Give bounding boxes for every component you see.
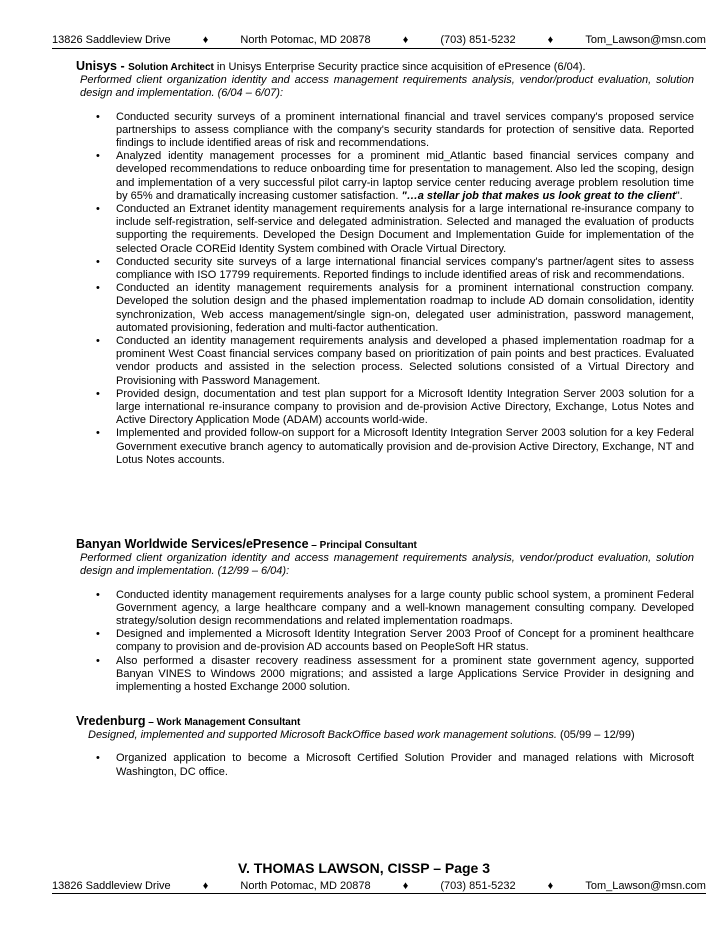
job-role: Solution Architect (128, 62, 214, 73)
address: 13826 Saddleview Drive (52, 34, 171, 46)
list-item: • Conducted an identity management requirements analysis for a prominent international construction company. Developed the solution design and the phased implementation roadmap to include AD domain consolidation, identity synchronization, Web access management/single sign-on, delegated user administration, password management, automated provisioning, federation and multi-factor authentication. (76, 282, 694, 335)
address: 13826 Saddleview Drive (52, 880, 171, 892)
list-item: • Conducted security surveys of a prominent international financial and travel services company's proposed service partnerships to assess compliance with the company's security standards for protection of sensitive data. Reported findings to include identified areas of risk and recommendations. (76, 111, 694, 151)
city-state-zip: North Potomac, MD 20878 (240, 880, 371, 892)
page-title: V. THOMAS LAWSON, CISSP – Page 3 (237, 860, 491, 876)
bullet-list (76, 589, 694, 695)
list-item: • Conducted an identity management requirements analysis and developed a phased implementation roadmap for a prominent West Coast financial services company based on prioritization of pain points and best practices. Evaluated vendor products and assisted in the selection process. Selected solutions consisted of a Virtual Directory and Provisioning with Password Management. (76, 335, 694, 388)
job-heading (76, 60, 694, 74)
list-item: • Conducted identity management requirements analyses for a large county public school system, a prominent Federal Government agency, a large healthcare company and a well-known management consulting company. Developed strategy/solution design recommendations and related implementation roadmaps. (76, 589, 694, 629)
email: Tom_Lawson@msn.com (585, 880, 706, 892)
separator-diamond: ♦ (402, 34, 409, 46)
city-state-zip: North Potomac, MD 20878 (240, 34, 371, 46)
job-role: Principal Consultant (319, 540, 417, 551)
quote-tail: ". (675, 189, 683, 202)
job-role: Work Management Consultant (156, 717, 301, 728)
job-description: Performed client organization identity and access management requirements analysis, vendor/product evaluation, solution design and implementation. (6/04 – 6/07): (80, 74, 694, 100)
list-item: • Conducted an Extranet identity management requirements analysis for a large international re-insurance company to include self-registration, self-service and delegated administration. Selected and managed the evaluation of products supporting the requirements. Developed the Design Document and Implementation Guide for implementation of the selected Oracle COREid Identity System combined with Oracle Virtual Directory. (76, 203, 694, 256)
list-item: • Provided design, documentation and test plan support for a Microsoft Identity Integration Server 2003 solution for a large international re-insurance company to provision and de-provision Active Directory, Exchange, Lotus Notes and Active Directory Application Mode (ADAM) accounts world-wide. (76, 388, 694, 428)
client-quote: "…a stellar job that makes us look great to the client (401, 189, 676, 202)
list-item: • Also performed a disaster recovery readiness assessment for a prominent state government agency, supported Banyan VINES to Windows 2000 migrations; and assisted a large Applications Service Provider in designing and implementing a hosted Exchange 2000 solution. (76, 655, 694, 695)
job-banyan (76, 538, 694, 694)
company-name: Banyan Worldwide Services/ePresence (76, 537, 309, 551)
company-name: Unisys - (76, 59, 129, 73)
list-item: • Designed and implemented a Microsoft Identity Integration Server 2003 Proof of Concept for a prominent healthcare company to provision and de-provision AD accounts based on PeopleSoft HR status. (76, 628, 694, 654)
list-item (76, 150, 694, 203)
job-description: Performed client organization identity and access management requirements analysis, vendor/product evaluation, solution design and implementation. (12/99 – 6/04): (80, 552, 694, 578)
list-item: • Organized application to become a Microsoft Certified Solution Provider and managed relations with Microsoft Washington, DC office. (76, 752, 694, 778)
job-description-line (88, 729, 694, 742)
job-description: Designed, implemented and supported Microsoft BackOffice based work management solutions. (88, 729, 557, 742)
separator-diamond: ♦ (202, 34, 209, 46)
separator-diamond: ♦ (202, 880, 209, 892)
footer-rule (52, 893, 706, 894)
job-role-suffix: in Unisys Enterprise Security practice since acquisition of ePresence (6/04). (213, 61, 586, 73)
separator-diamond: ♦ (547, 880, 554, 892)
bullet-list (76, 752, 694, 778)
bullet-text: Analyzed identity management processes for a prominent mid_Atlantic based financial services company and developed recommendations to reduce onboarding time for presentation to management. Also led the scoping, design and implementation of a very successful pilot carry-in laptop service center reducing average problem resolution time by 65% and dramatically increasing customer satisfaction. (116, 150, 694, 202)
contact-footer (52, 880, 706, 892)
list-item: • Conducted security site surveys of a large international financial services company's partner/agent sites to assess compliance with ISO 17799 requirements. Reported findings to include identified areas of risk and recommendations. (76, 256, 694, 282)
job-dates: (05/99 – 12/99) (560, 729, 635, 742)
job-heading: Banyan Worldwide Services/ePresence – Principal Consultant (76, 537, 417, 551)
contact-header (52, 34, 706, 46)
phone: (703) 851-5232 (440, 880, 516, 892)
job-unisys (76, 60, 694, 467)
separator-diamond: ♦ (547, 34, 554, 46)
job-vredenburg (76, 715, 694, 779)
company-name: Vredenburg (76, 714, 146, 728)
bullet-list (76, 111, 694, 467)
separator-diamond: ♦ (402, 880, 409, 892)
header-rule (52, 48, 706, 49)
phone: (703) 851-5232 (440, 34, 516, 46)
email: Tom_Lawson@msn.com (585, 34, 706, 46)
job-heading: Vredenburg – Work Management Consultant (76, 714, 301, 728)
list-item: • Implemented and provided follow-on support for a Microsoft Identity Integration Server 2003 solution for a key Federal Government executive branch agency to automatically provision and de-provision Active Directory, Exchange, NT and Lotus Notes accounts. (76, 427, 694, 467)
